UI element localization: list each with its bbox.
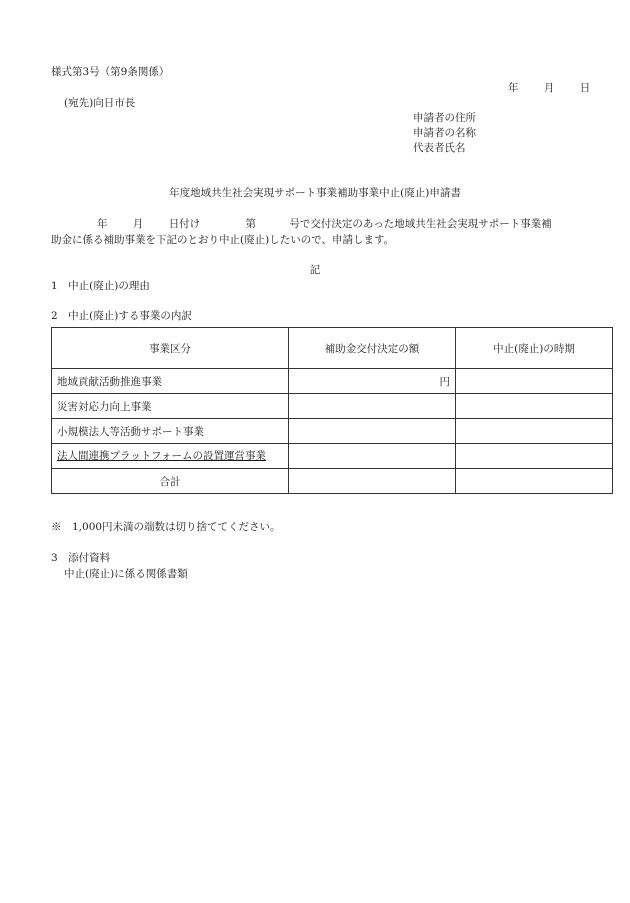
table-total-row bbox=[52, 469, 613, 494]
row-period bbox=[456, 444, 613, 469]
header-amount: 補助金交付決定の額 bbox=[289, 328, 456, 369]
row-amount bbox=[289, 444, 456, 469]
table-row bbox=[52, 444, 613, 469]
form-number: 様式第3号（第9条関係） bbox=[51, 66, 170, 78]
breakdown-table bbox=[51, 327, 613, 494]
header-category: 事業区分 bbox=[52, 328, 289, 369]
date-day: 日 bbox=[579, 82, 591, 94]
row-period bbox=[456, 369, 613, 394]
addressee: (宛先)向日市長 bbox=[64, 97, 136, 109]
document-title: 年度地域共生社会実現サポート事業補助事業中止(廃止)申請書 bbox=[169, 187, 461, 199]
ref-month: 月 bbox=[132, 218, 144, 230]
row-period bbox=[456, 394, 613, 419]
applicant-address: 申請者の住所 bbox=[413, 112, 476, 124]
table-row bbox=[52, 394, 613, 419]
table-row bbox=[52, 419, 613, 444]
total-label: 合計 bbox=[52, 469, 289, 494]
row-amount: 円 bbox=[289, 369, 456, 394]
rounding-note: ※ 1,000円未満の端数は切り捨ててください。 bbox=[51, 521, 281, 533]
ref-year: 年 bbox=[97, 218, 108, 230]
total-amount bbox=[289, 469, 456, 494]
section-2-heading: 2 中止(廃止)する事業の内訳 bbox=[51, 310, 192, 322]
date-year: 年 bbox=[508, 82, 519, 94]
date-line bbox=[508, 80, 590, 95]
row-category: 地域貢献活動推進事業 bbox=[52, 369, 289, 394]
total-period bbox=[456, 469, 613, 494]
body-line-1 bbox=[51, 216, 552, 231]
header-period: 中止(廃止)の時期 bbox=[456, 328, 613, 369]
ki-heading: 記 bbox=[309, 264, 321, 276]
ref-go: 号で交付決定のあった地域共生社会実現サポート事業補 bbox=[289, 218, 552, 230]
ref-no: 第 bbox=[245, 218, 257, 230]
section-3-heading: 3 添付資料 bbox=[51, 552, 111, 564]
ref-day: 日付け bbox=[168, 218, 201, 230]
row-amount bbox=[289, 419, 456, 444]
row-category: 災害対応力向上事業 bbox=[52, 394, 289, 419]
body-line-2: 助金に係る補助事業を下記のとおり中止(廃止)したいので、申請します。 bbox=[51, 234, 395, 246]
row-amount bbox=[289, 394, 456, 419]
representative-name: 代表者氏名 bbox=[413, 142, 466, 154]
table-header-row bbox=[52, 328, 613, 369]
applicant-name: 申請者の名称 bbox=[413, 127, 476, 139]
date-month: 月 bbox=[543, 82, 555, 94]
attachment-item: 中止(廃止)に係る関係書類 bbox=[64, 568, 188, 580]
row-period bbox=[456, 419, 613, 444]
table-row bbox=[52, 369, 613, 394]
row-category: 小規模法人等活動サポート事業 bbox=[52, 419, 289, 444]
row-category: 法人間連携プラットフォームの設置運営事業 bbox=[52, 444, 289, 469]
section-1-heading: 1 中止(廃止)の理由 bbox=[51, 280, 150, 292]
